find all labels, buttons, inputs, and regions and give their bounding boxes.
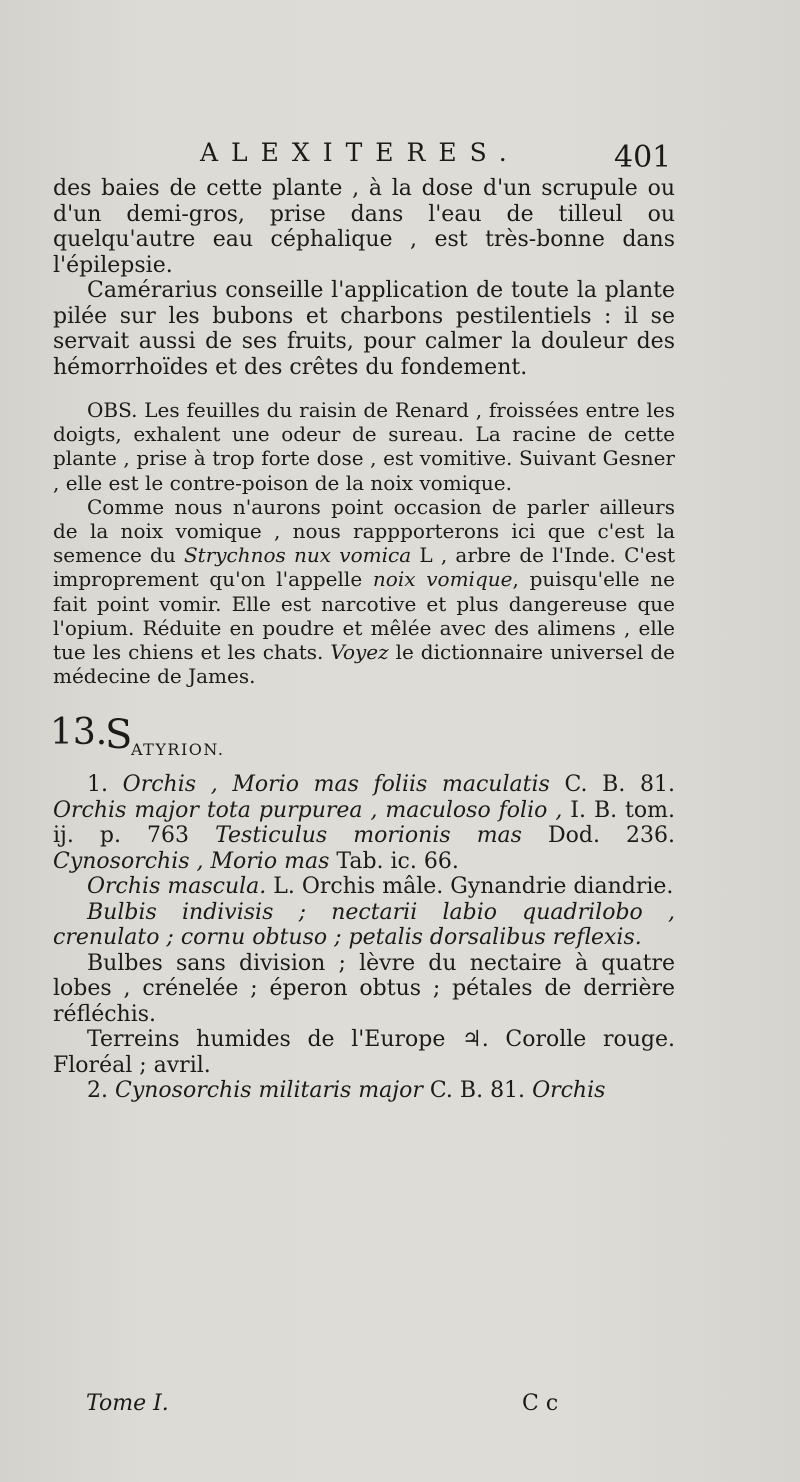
synonym-6: Orchis [532, 1078, 606, 1104]
note-italic-noix: noix vomique [372, 567, 513, 592]
section-initial: S [105, 712, 133, 759]
noix-vomique-note [53, 495, 675, 689]
note-italic-voyez: Voyez [330, 640, 389, 665]
note-text-3: , puisqu'elle ne fait point vomir. Elle est narcotive et plus dangereuse que l'opium. Réduite en poudre et mêlée avec des alimens , elle tue les chiens et les chats. [53, 567, 676, 665]
synonymy-item-1 [53, 772, 675, 874]
synonymy-item-2 [53, 1078, 675, 1104]
observation-note [53, 398, 675, 495]
reference-2: I. B. tom. ij. p. 763 [53, 797, 675, 849]
synonym-4: Cynosorchis , Morio mas [53, 848, 330, 874]
synonym-3: Testiculus morionis mas [215, 823, 522, 849]
linnaeus-class: L. Orchis mâle. Gynandrie diandrie. [273, 874, 674, 900]
synonym-2: Orchis major tota purpurea , maculoso folio , [53, 797, 563, 823]
paragraph-camerarius: Camérarius conseille l'application de toute la plante pilée sur les bubons et charbons pestilentiels : il se servait aussi de ses fruits, pour calmer la douleur des hémorrhoïdes et des crêtes du fondement. [53, 278, 675, 380]
linnaeus-species: Orchis mascula. [87, 874, 267, 900]
reference-5: C. B. 81. [429, 1078, 526, 1104]
obs-text: Les feuilles du raisin de Renard , froissées entre les doigts, exhalent une odeur de sureau. La racine de cette plante , prise à trop forte dose , est vomitive. Suivant Gesner , elle est le contre-poison de la noix vomique. [53, 398, 675, 495]
latin-description [53, 900, 675, 951]
reference-1: C. B. 81. [564, 772, 675, 798]
synonym-5: Cynosorchis militaris major [115, 1078, 423, 1104]
item-number-2: 2. [87, 1078, 108, 1104]
latin-description-text: Bulbis indivisis ; nectarii labio quadrilobo , crenulato ; cornu obtuso ; petalis dorsalibus reflexis. [53, 899, 675, 951]
page-body [50, 176, 676, 1104]
note-text-1: Comme nous n'aurons point occasion de parler ailleurs de la noix vomique , nous rappporterons ici que c'est la semence du [53, 494, 675, 568]
page-footer [0, 1391, 800, 1423]
section-title-rest: ATYRION. [131, 740, 225, 760]
volume-label: Tome I. [86, 1391, 169, 1416]
running-title: ALEXITERES. [200, 138, 520, 167]
section-heading [50, 712, 675, 772]
paragraph-continuation: des baies de cette plante , à la dose d'un scrupule ou d'un demi-gros, prise dans l'eau de tilleul ou quelqu'autre eau céphalique , est très-bonne dans l'épilepsie. [53, 176, 675, 278]
french-description: Bulbes sans division ; lèvre du nectaire à quatre lobes , crénelée ; éperon obtus ; pétales de derrière réfléchis. [53, 950, 675, 1027]
note-italic-strychnos: Strychnos nux vomica [183, 543, 412, 568]
reference-3: Dod. 236. [548, 823, 676, 849]
synonym-1: Orchis , Morio mas foliis maculatis [122, 772, 550, 798]
signature-mark: C c [522, 1391, 559, 1416]
linnaeus-name [53, 874, 675, 900]
page-number: 401 [614, 140, 672, 175]
item-number-1: 1. [87, 772, 108, 798]
note-text-4: le dictionnaire universel de médecine de James. [53, 640, 676, 689]
habitat-paragraph: Terreins humides de l'Europe ♃. Corolle rouge. Floréal ; avril. [53, 1027, 675, 1078]
obs-label: OBS. [87, 398, 138, 422]
page-header [0, 138, 800, 174]
note-text-2: L , arbre de l'Inde. C'est improprement qu'on l'appelle [53, 543, 676, 592]
section-number: 13. [50, 712, 108, 754]
reference-4: Tab. ic. 66. [336, 848, 459, 874]
